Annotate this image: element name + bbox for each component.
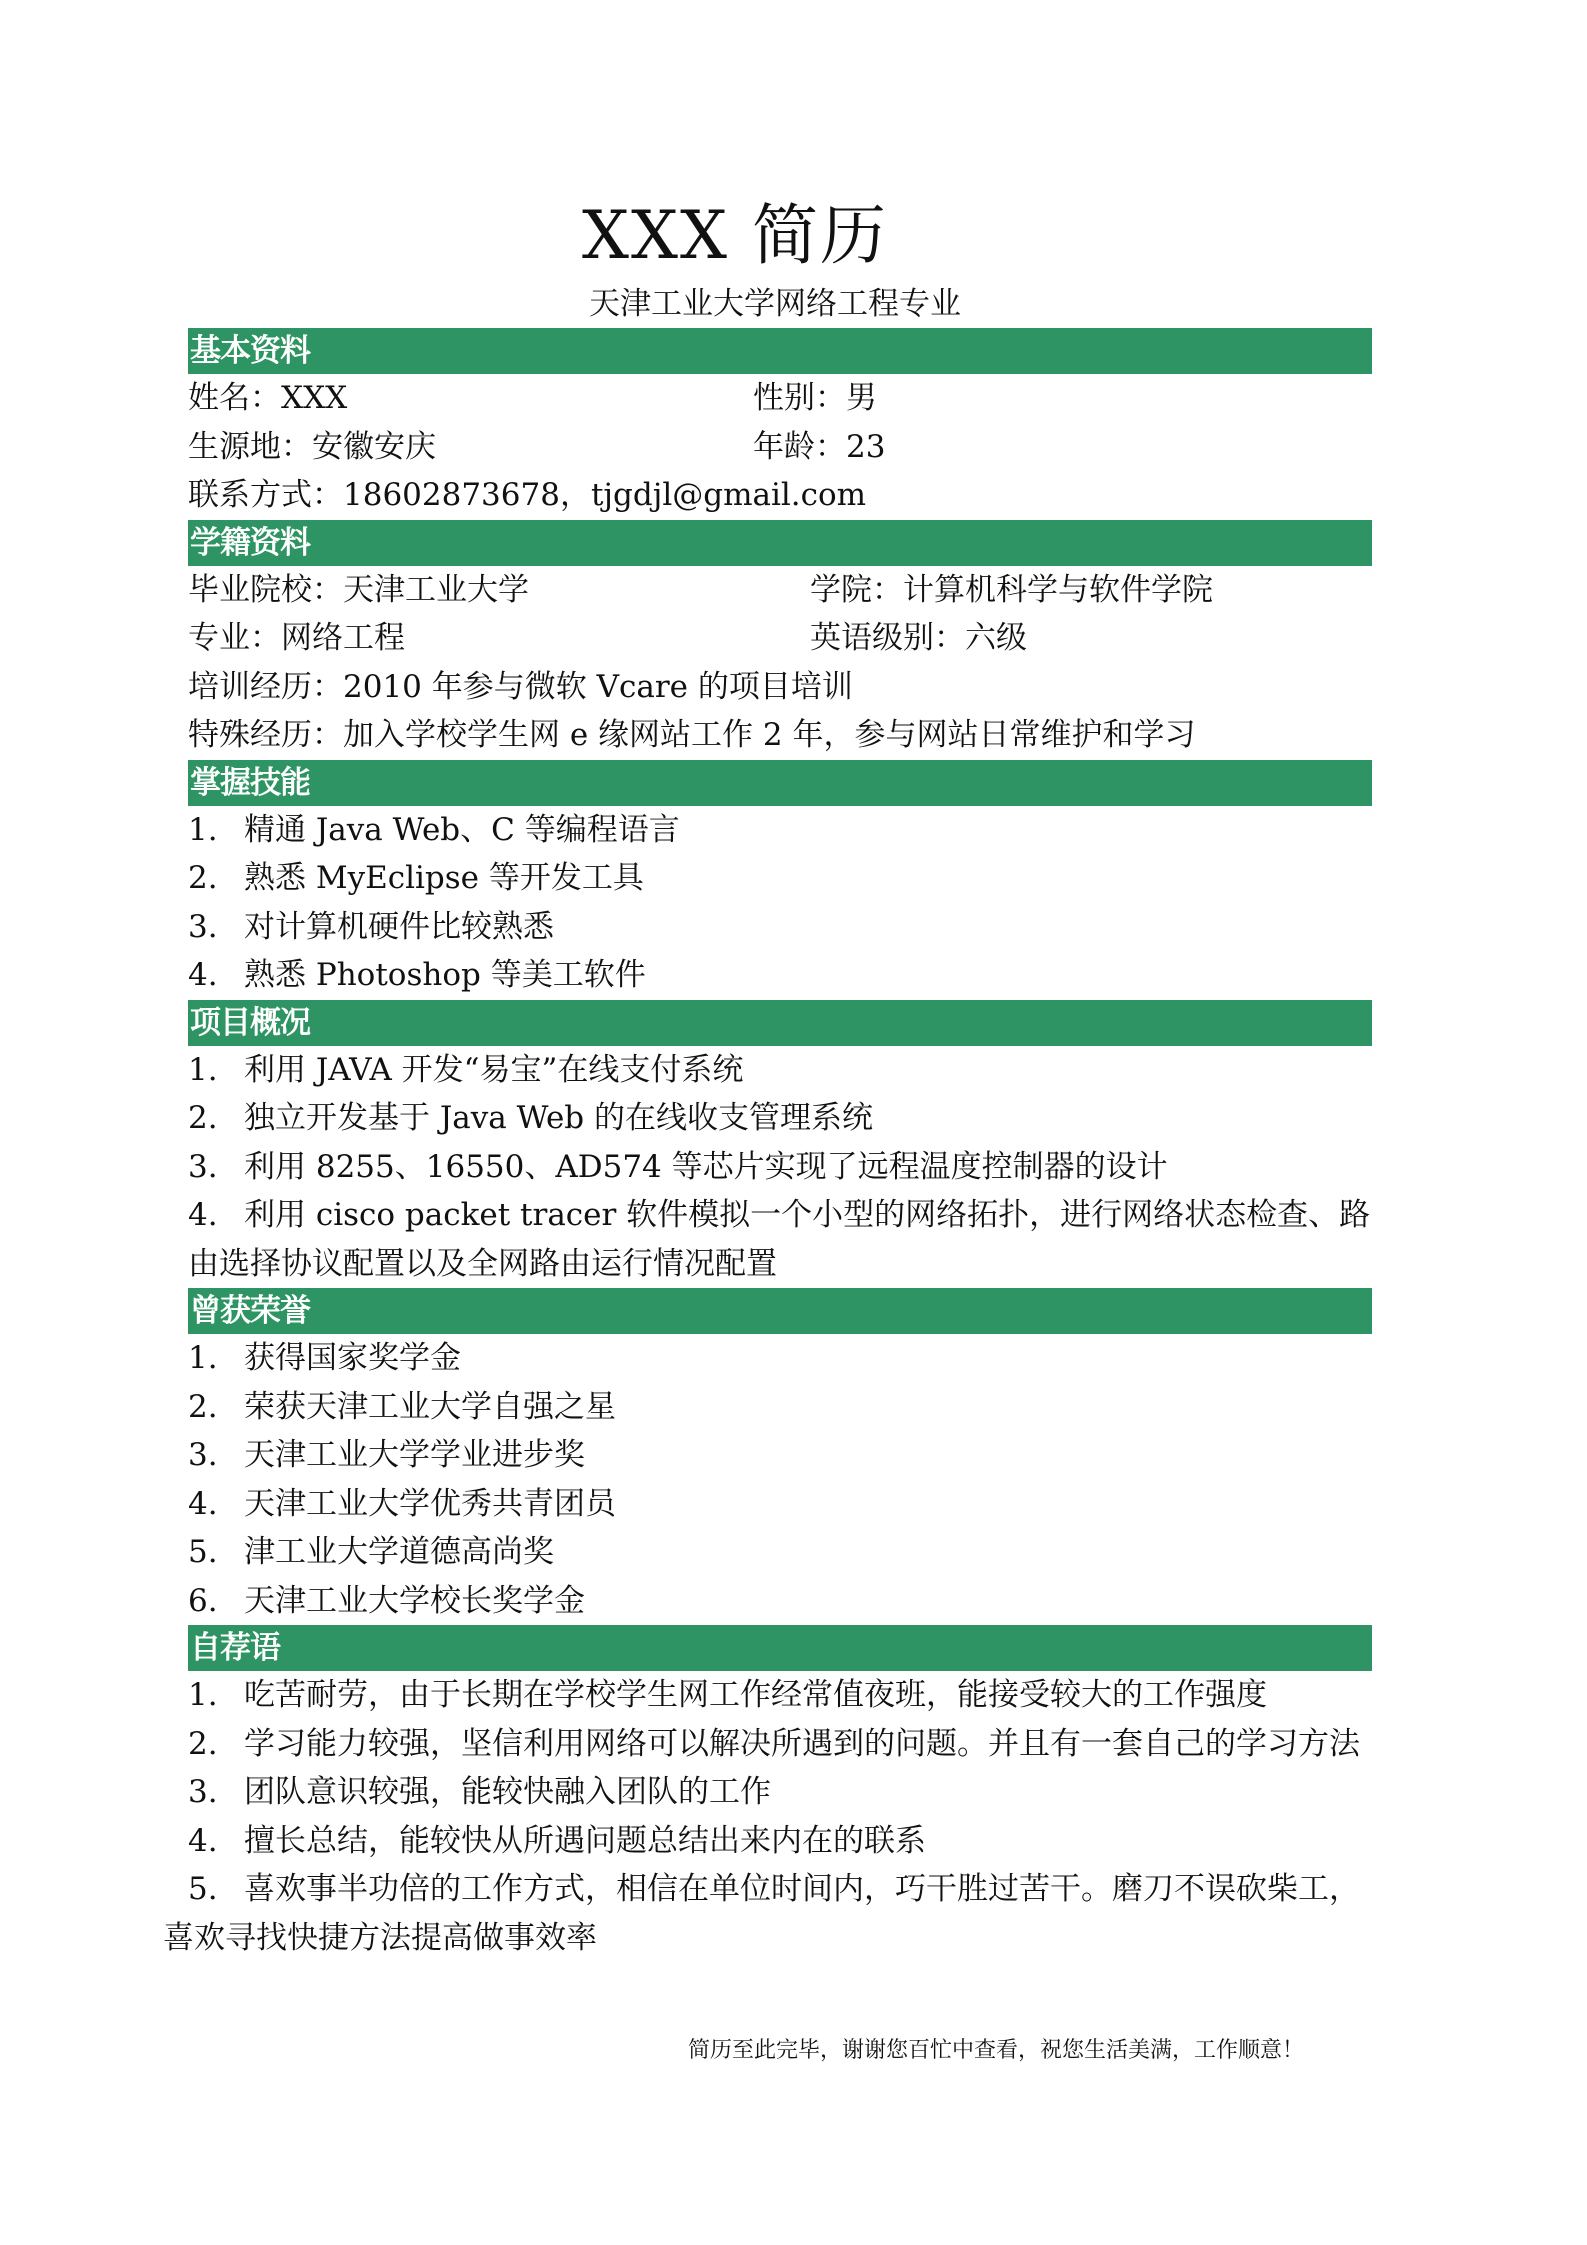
education-row-2 <box>188 614 1372 663</box>
section-header-skills: 掌握技能 <box>188 760 1372 806</box>
list-number: 2. <box>188 1388 218 1425</box>
section-header-education: 学籍资料 <box>188 520 1372 566</box>
name-field: 姓名：XXX <box>188 380 348 416</box>
list-number: 3. <box>188 1148 218 1185</box>
honor-item <box>188 1480 1372 1529</box>
list-text: 熟悉 MyEclipse 等开发工具 <box>244 860 644 896</box>
skill-item <box>188 854 1372 903</box>
project-item <box>188 1094 1372 1143</box>
list-text: 独立开发基于 Java Web 的在线收支管理系统 <box>244 1100 873 1136</box>
list-number: 1. <box>188 1051 218 1088</box>
list-number: 5. <box>188 1534 218 1570</box>
list-number: 6. <box>188 1582 218 1619</box>
list-text: 擅长总结，能较快从所遇问题总结出来内在的联系 <box>244 1822 926 1859</box>
project-item <box>188 1191 1372 1288</box>
honor-item <box>188 1334 1372 1383</box>
basic-row-2 <box>188 423 1372 472</box>
self-eval-item <box>163 1817 1372 1866</box>
list-text: 获得国家奖学金 <box>244 1340 461 1376</box>
project-item <box>188 1046 1372 1095</box>
list-number: 3. <box>188 908 218 945</box>
section-header-basic: 基本资料 <box>188 328 1372 374</box>
skill-item <box>188 951 1372 1000</box>
honor-item <box>188 1431 1372 1480</box>
section-header-self-eval: 自荐语 <box>188 1625 1372 1671</box>
list-text: 天津工业大学学业进步奖 <box>244 1437 585 1473</box>
list-text: 天津工业大学校长奖学金 <box>244 1582 585 1619</box>
list-text: 精通 Java Web、C 等编程语言 <box>244 811 680 848</box>
skill-item <box>188 903 1372 952</box>
education-row-1 <box>188 566 1372 615</box>
honor-item <box>188 1528 1372 1577</box>
project-item <box>188 1143 1372 1192</box>
list-number: 3. <box>188 1774 218 1810</box>
list-number: 1. <box>188 811 218 848</box>
list-text: 津工业大学道德高尚奖 <box>244 1534 554 1570</box>
list-number: 3. <box>188 1437 218 1473</box>
self-eval-item <box>163 1865 1372 1962</box>
list-text: 对计算机硬件比较熟悉 <box>244 908 554 945</box>
origin-field: 生源地：安徽安庆 <box>188 428 436 465</box>
major-field: 专业：网络工程 <box>188 620 405 656</box>
list-number: 4. <box>188 957 218 993</box>
list-text: 团队意识较强，能较快融入团队的工作 <box>244 1774 771 1810</box>
training-field: 培训经历：2010 年参与微软 Vcare 的项目培训 <box>188 668 853 705</box>
list-text: 学习能力较强，坚信利用网络可以解决所遇到的问题。并且有一套自己的学习方法 <box>244 1725 1360 1762</box>
resume-subtitle: 天津工业大学网络工程专业 <box>589 286 961 322</box>
list-text: 喜欢事半功倍的工作方式，相信在单位时间内，巧干胜过苦干。磨刀不误砍柴工，喜欢寻找快捷方法提高做事效率 <box>163 1871 1360 1956</box>
list-text: 利用 JAVA 开发“易宝”在线支付系统 <box>244 1051 744 1088</box>
school-field: 毕业院校：天津工业大学 <box>188 571 529 608</box>
self-eval-item <box>163 1671 1372 1720</box>
list-number: 4. <box>188 1822 218 1859</box>
list-number: 4. <box>188 1485 218 1522</box>
list-number: 4. <box>188 1197 218 1233</box>
skill-item <box>188 806 1372 855</box>
honor-item <box>188 1383 1372 1432</box>
list-number: 2. <box>188 860 218 896</box>
list-text: 利用 8255、16550、AD574 等芯片实现了远程温度控制器的设计 <box>244 1148 1168 1185</box>
list-text: 吃苦耐劳，由于长期在学校学生网工作经常值夜班，能接受较大的工作强度 <box>244 1677 1267 1713</box>
special-experience-field: 特殊经历：加入学校学生网 e 缘网站工作 2 年，参与网站日常维护和学习 <box>188 717 1196 753</box>
resume-title: XXX 简历 <box>582 197 888 274</box>
college-field: 学院：计算机科学与软件学院 <box>810 571 1213 608</box>
list-number: 1. <box>188 1340 218 1376</box>
english-field: 英语级别：六级 <box>810 620 1027 656</box>
resume-content <box>163 328 1372 1962</box>
list-text: 天津工业大学优秀共青团员 <box>244 1485 616 1522</box>
gender-field: 性别：男 <box>753 380 877 416</box>
section-header-projects: 项目概况 <box>188 1000 1372 1046</box>
list-number: 1. <box>188 1677 218 1713</box>
closing-note: 简历至此完毕，谢谢您百忙中查看，祝您生活美满，工作顺意！ <box>688 2038 1305 2063</box>
age-field: 年龄：23 <box>753 428 886 465</box>
list-number: 2. <box>188 1725 218 1762</box>
list-text: 熟悉 Photoshop 等美工软件 <box>244 957 646 993</box>
self-eval-item <box>163 1720 1372 1769</box>
section-header-honors: 曾获荣誉 <box>188 1288 1372 1334</box>
basic-row-1 <box>188 374 1372 423</box>
list-text: 利用 cisco packet tracer 软件模拟一个小型的网络拓扑，进行网络状态检查、路由选择协议配置以及全网路由运行情况配置 <box>188 1197 1371 1282</box>
list-number: 2. <box>188 1100 218 1136</box>
self-eval-item <box>163 1768 1372 1817</box>
list-number: 5. <box>188 1871 218 1907</box>
honor-item <box>188 1577 1372 1626</box>
list-text: 荣获天津工业大学自强之星 <box>244 1388 616 1425</box>
contact-field: 联系方式：18602873678，tjgdjl@gmail.com <box>188 477 867 513</box>
